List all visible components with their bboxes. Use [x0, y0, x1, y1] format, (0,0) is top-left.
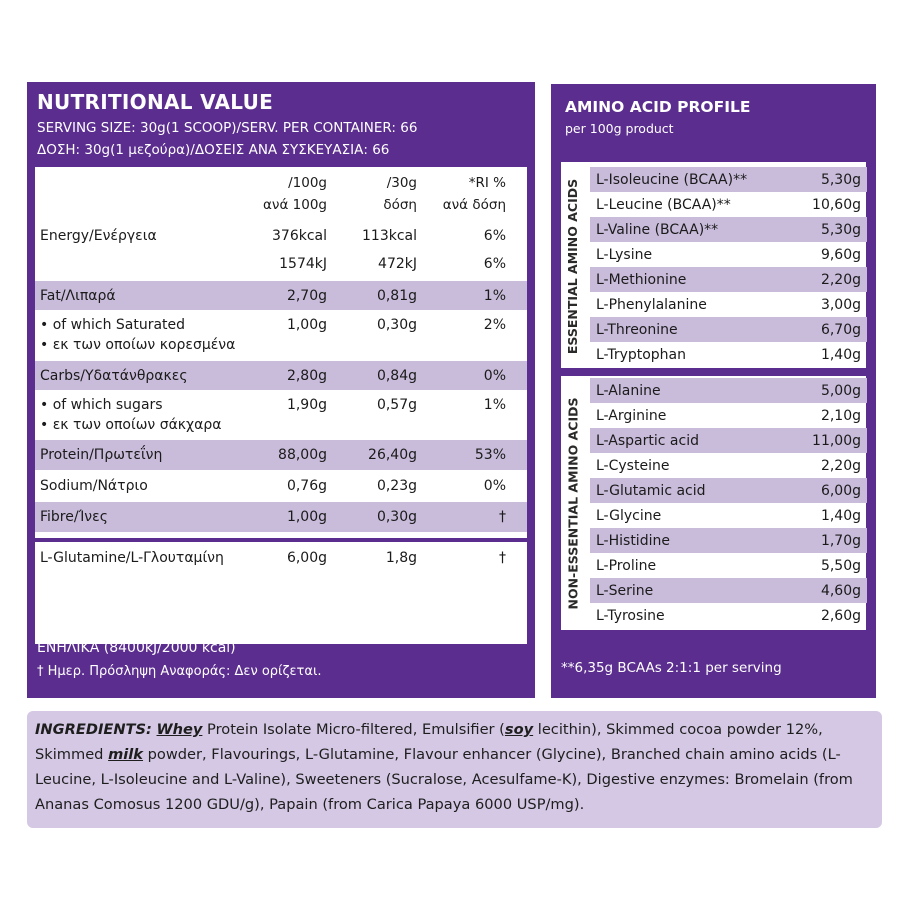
amino-value: 4,60g	[820, 582, 861, 599]
energy-kcal-30: 113kcal	[362, 228, 417, 244]
sugars-ri: 1%	[483, 397, 506, 413]
amino-name: L-Aspartic acid	[596, 432, 699, 449]
amino-row	[590, 192, 867, 217]
carbs-label: Carbs/Υδατάνθρακες	[40, 367, 188, 384]
sodium-label: Sodium/Νάτριο	[40, 478, 148, 494]
bcaa-note: **6,35g BCAAs 2:1:1 per serving	[561, 660, 782, 676]
table-row-protein	[35, 440, 527, 470]
header-per-100g-gr: ανά 100g	[263, 197, 327, 213]
amino-row	[590, 478, 867, 503]
footnote-4: ΕΝΗΛΙΚΑ (8400kJ/2000 kcal)	[37, 640, 236, 656]
table-divider	[35, 538, 527, 542]
amino-value: 11,00g	[812, 432, 861, 449]
table-row-saturated	[35, 313, 527, 337]
table-row-sodium	[35, 471, 527, 501]
amino-value: 5,00g	[820, 382, 861, 399]
header-ri: *RI %	[468, 175, 506, 191]
nutrition-title: NUTRITIONAL VALUE	[37, 90, 274, 114]
table-row-sugars	[35, 393, 527, 417]
amino-row	[590, 267, 867, 292]
serving-size-gr: ΔΟΣΗ: 30g(1 μεζούρα)/ΔΟΣΕΙΣ ΑΝΑ ΣΥΣΚΕΥΑΣΙΑ: 66	[37, 142, 390, 158]
header-per-30g-gr: δόση	[383, 197, 417, 213]
amino-value: 6,00g	[820, 482, 861, 499]
energy-kcal-ri: 6%	[483, 228, 506, 244]
amino-name: L-Histidine	[596, 532, 670, 549]
amino-row	[590, 528, 867, 553]
header-per-30g: /30g	[386, 175, 417, 191]
amino-row	[590, 292, 867, 317]
energy-label: Energy/Ενέργεια	[40, 228, 157, 244]
energy-kcal-100: 376kcal	[272, 228, 327, 244]
table-row-carbs	[35, 361, 527, 390]
footnote-1: * RI: REFERENCE INTAKE OF AN AVERAGE ADULT	[37, 574, 376, 590]
amino-name: L-Phenylalanine	[596, 296, 707, 313]
amino-header	[551, 84, 876, 152]
table-header-row-2	[35, 195, 527, 215]
table-row-energy-kj	[35, 251, 527, 277]
table-header-row-1	[35, 173, 527, 193]
amino-row	[590, 428, 867, 453]
amino-row	[590, 342, 867, 367]
saturated-100: 1,00g	[286, 317, 327, 333]
fat-100: 2,70g	[286, 287, 327, 304]
amino-value: 5,50g	[820, 557, 861, 574]
energy-kj-100: 1574kJ	[279, 256, 327, 272]
amino-name: L-Glycine	[596, 507, 662, 524]
header-per-100g: /100g	[288, 175, 327, 191]
serving-size-en: SERVING SIZE: 30g(1 SCOOP)/SERV. PER CONTAINER: 66	[37, 120, 418, 136]
amino-name: L-Valine (BCAA)**	[596, 221, 719, 238]
saturated-label: • of which Saturated	[40, 317, 186, 333]
energy-kj-ri: 6%	[483, 256, 506, 272]
footnote-5: † Ημερ. Πρόσληψη Αναφοράς: Δεν ορίζεται.	[37, 664, 322, 679]
sugars-100: 1,90g	[286, 397, 327, 413]
amino-value: 1,40g	[820, 346, 861, 363]
fibre-ri: †	[499, 509, 506, 525]
fibre-30: 0,30g	[376, 509, 417, 525]
amino-row	[590, 217, 867, 242]
amino-value: 2,60g	[820, 607, 861, 624]
amino-value: 1,40g	[820, 507, 861, 524]
ingredients-part-3: powder, Flavourings, L-Glutamine, Flavour enhancer (Glycine), Branched chain amino acids (L-Leucine, L-Isoleucine and L-Valine), Sweeteners (Sucralose, Acesulfame-K), Digestive enzymes: Bromelain (from Ananas Comosus 1200 GDU/g), Papain (from Carica Papaya 6000 USP/mg).	[35, 746, 853, 813]
amino-row	[590, 503, 867, 528]
amino-name: L-Cysteine	[596, 457, 670, 474]
sodium-ri: 0%	[483, 478, 506, 494]
essential-amino-block	[556, 166, 871, 367]
amino-row	[590, 167, 867, 192]
amino-row	[590, 403, 867, 428]
protein-100: 88,00g	[278, 447, 327, 463]
amino-value: 2,10g	[820, 407, 861, 424]
allergen-whey: Whey	[156, 721, 203, 738]
nonessential-amino-block	[556, 377, 871, 629]
carbs-30: 0,84g	[376, 367, 417, 384]
amino-value: 2,20g	[820, 457, 861, 474]
sugars-label: • of which sugars	[40, 397, 163, 413]
table-row-fat	[35, 281, 527, 310]
nonessential-label: NON-ESSENTIAL AMINO ACIDS	[565, 397, 581, 609]
amino-name: L-Tyrosine	[596, 607, 665, 624]
nutrition-panel	[27, 82, 535, 698]
amino-name: L-Glutamic acid	[596, 482, 706, 499]
amino-value: 2,20g	[820, 271, 861, 288]
amino-row	[590, 578, 867, 603]
allergen-milk: milk	[108, 746, 144, 763]
amino-name: L-Proline	[596, 557, 657, 574]
amino-section-divider	[556, 368, 871, 376]
ingredients-box	[27, 711, 882, 828]
nutrition-table	[35, 167, 527, 644]
amino-row	[590, 453, 867, 478]
table-row-fibre	[35, 502, 527, 532]
amino-name: L-Methionine	[596, 271, 687, 288]
amino-value: 3,00g	[820, 296, 861, 313]
ingredients-part-1: Protein Isolate Micro-filtered, Emulsifier (	[202, 721, 505, 738]
carbs-ri: 0%	[483, 367, 506, 384]
sodium-30: 0,23g	[376, 478, 417, 494]
amino-name: L-Isoleucine (BCAA)**	[596, 171, 748, 188]
ingredients-part-2: lecithin), Skimmed cocoa powder 12%, Skimmed	[35, 721, 823, 763]
fat-30: 0,81g	[376, 287, 417, 304]
amino-value: 10,60g	[812, 196, 861, 213]
protein-30: 26,40g	[368, 447, 417, 463]
ingredients-label: INGREDIENTS:	[35, 721, 152, 738]
amino-row	[590, 242, 867, 267]
amino-name: L-Serine	[596, 582, 654, 599]
amino-row	[590, 317, 867, 342]
amino-name: L-Arginine	[596, 407, 667, 424]
header-ri-gr: ανά δόση	[442, 197, 506, 213]
carbs-100: 2,80g	[286, 367, 327, 384]
glutamine-ri: †	[499, 550, 506, 566]
amino-subtitle: per 100g product	[565, 121, 674, 136]
amino-name: L-Alanine	[596, 382, 661, 399]
glutamine-100: 6,00g	[286, 550, 327, 566]
amino-value: 9,60g	[820, 246, 861, 263]
amino-row	[590, 553, 867, 578]
amino-name: L-Threonine	[596, 321, 678, 338]
amino-title: AMINO ACID PROFILE	[565, 98, 751, 116]
amino-value: 5,30g	[820, 171, 861, 188]
saturated-ri: 2%	[483, 317, 506, 333]
fibre-100: 1,00g	[286, 509, 327, 525]
amino-name: L-Leucine (BCAA)**	[596, 196, 731, 213]
protein-label: Protein/Πρωτεΐνη	[40, 447, 163, 463]
sugars-label-gr: • εκ των οποίων σάκχαρα	[40, 417, 222, 433]
amino-row	[590, 378, 867, 403]
essential-label: ESSENTIAL AMINO ACIDS	[565, 178, 581, 355]
saturated-30: 0,30g	[376, 317, 417, 333]
glutamine-30: 1,8g	[385, 550, 417, 566]
table-row-glutamine	[35, 543, 527, 573]
glutamine-label: L-Glutamine/L-Γλουταμίνη	[40, 550, 224, 566]
amino-name: L-Lysine	[596, 246, 653, 263]
amino-value: 1,70g	[820, 532, 861, 549]
amino-value: 6,70g	[820, 321, 861, 338]
ingredients-text	[35, 717, 880, 817]
saturated-label-gr: • εκ των οποίων κορεσμένα	[40, 337, 236, 353]
fibre-label: Fibre/Ίνες	[40, 509, 108, 525]
fat-label: Fat/Λιπαρά	[40, 287, 116, 304]
sugars-30: 0,57g	[376, 397, 417, 413]
protein-ri: 53%	[474, 447, 506, 463]
footnote-3: *ΗΜΕΡΗΣΙΑ ΠΡΟΣΛΗΨΗ ΑΝΑΦΟΡΑΣ ΕΝΟΣ ΜΕΣΟΥ	[37, 618, 383, 634]
amino-value: 5,30g	[820, 221, 861, 238]
table-row-energy-kcal	[35, 223, 527, 249]
amino-name: L-Tryptophan	[596, 346, 687, 363]
allergen-soy: soy	[504, 721, 534, 738]
footnote-2: (8400kJ/ 2000kcal)/ † : RI Has not been established	[37, 596, 395, 612]
bcaa-note-box	[551, 640, 876, 698]
sodium-100: 0,76g	[286, 478, 327, 494]
amino-row	[590, 603, 867, 628]
energy-kj-30: 472kJ	[378, 256, 417, 272]
fat-ri: 1%	[483, 287, 506, 304]
